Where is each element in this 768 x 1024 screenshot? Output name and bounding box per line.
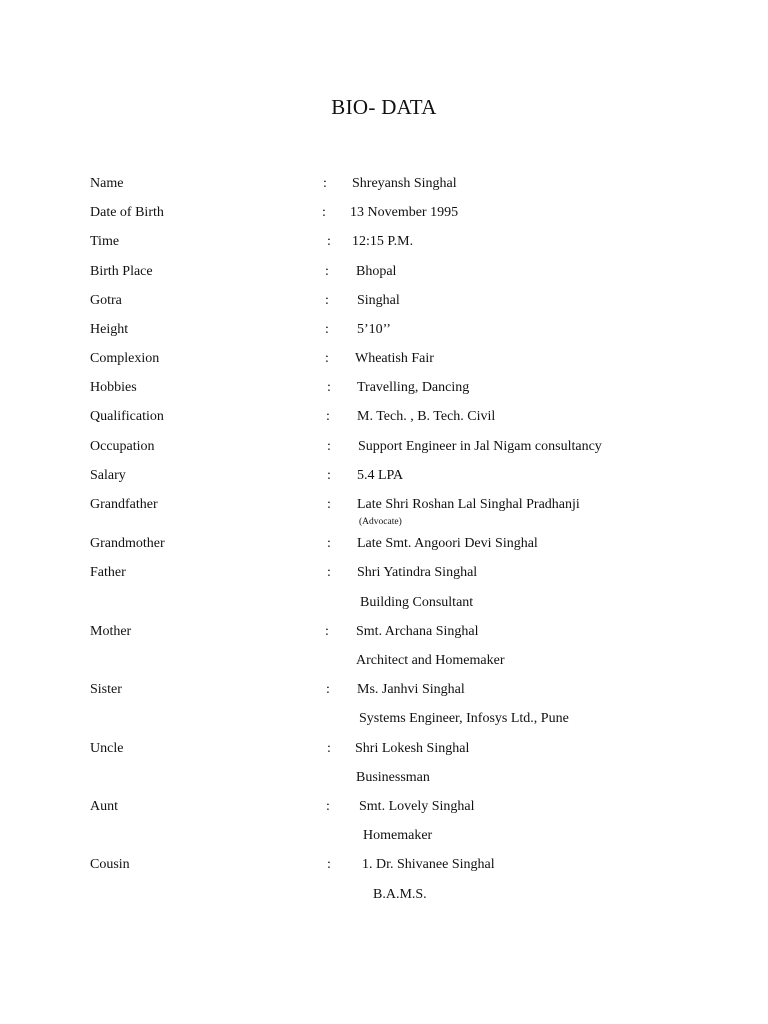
separator-complexion: :	[325, 351, 329, 366]
page-title: BIO- DATA	[331, 95, 437, 119]
detail-aunt: Homemaker	[363, 828, 433, 843]
separator-salary: :	[327, 468, 331, 483]
separator-hobbies: :	[327, 380, 331, 395]
value-salary: 5.4 LPA	[357, 468, 404, 483]
value-father: Shri Yatindra Singhal	[357, 565, 478, 580]
detail-cousin: B.A.M.S.	[373, 887, 427, 902]
value-aunt: Smt. Lovely Singhal	[359, 799, 475, 814]
separator-aunt: :	[326, 799, 330, 814]
label-height: Height	[90, 322, 129, 337]
value-sister: Ms. Janhvi Singhal	[357, 682, 465, 697]
value-cousin: 1. Dr. Shivanee Singhal	[362, 857, 495, 872]
note-grandfather: (Advocate)	[359, 517, 402, 527]
label-qualification: Qualification	[90, 409, 164, 424]
label-grandmother: Grandmother	[90, 536, 165, 551]
label-time: Time	[90, 234, 120, 249]
value-occupation: Support Engineer in Jal Nigam consultancy	[358, 439, 602, 454]
value-grandmother: Late Smt. Angoori Devi Singhal	[357, 536, 538, 551]
label-father: Father	[90, 565, 126, 580]
value-hobbies: Travelling, Dancing	[357, 380, 470, 395]
label-uncle: Uncle	[90, 741, 124, 756]
detail-sister: Systems Engineer, Infosys Ltd., Pune	[359, 711, 569, 726]
detail-uncle: Businessman	[356, 770, 430, 785]
separator-cousin: :	[327, 857, 331, 872]
label-grandfather: Grandfather	[90, 497, 158, 512]
separator-sister: :	[326, 682, 330, 697]
value-uncle: Shri Lokesh Singhal	[355, 741, 470, 756]
label-gotra: Gotra	[90, 293, 122, 308]
label-salary: Salary	[90, 468, 126, 483]
value-time: 12:15 P.M.	[352, 234, 414, 249]
separator-height: :	[325, 322, 329, 337]
value-qualification: M. Tech. , B. Tech. Civil	[357, 409, 496, 424]
label-cousin: Cousin	[90, 857, 130, 872]
separator-date-of-birth: :	[322, 205, 326, 220]
separator-father: :	[327, 565, 331, 580]
separator-uncle: :	[327, 741, 331, 756]
value-height: 5’10’’	[357, 322, 391, 337]
label-occupation: Occupation	[90, 439, 155, 454]
separator-grandfather: :	[327, 497, 331, 512]
label-name: Name	[90, 176, 124, 191]
label-mother: Mother	[90, 624, 132, 639]
value-gotra: Singhal	[357, 293, 400, 308]
label-hobbies: Hobbies	[90, 380, 137, 395]
separator-occupation: :	[327, 439, 331, 454]
separator-grandmother: :	[327, 536, 331, 551]
separator-mother: :	[325, 624, 329, 639]
separator-time: :	[327, 234, 331, 249]
label-aunt: Aunt	[90, 799, 118, 814]
detail-mother: Architect and Homemaker	[356, 653, 505, 668]
value-name: Shreyansh Singhal	[352, 176, 457, 191]
separator-name: :	[323, 176, 327, 191]
label-complexion: Complexion	[90, 351, 160, 366]
value-mother: Smt. Archana Singhal	[356, 624, 479, 639]
value-date-of-birth: 13 November 1995	[350, 205, 459, 220]
separator-birth-place: :	[325, 264, 329, 279]
label-sister: Sister	[90, 682, 122, 697]
value-complexion: Wheatish Fair	[355, 351, 434, 366]
label-date-of-birth: Date of Birth	[90, 205, 164, 220]
value-grandfather: Late Shri Roshan Lal Singhal Pradhanji	[357, 497, 580, 512]
separator-qualification: :	[326, 409, 330, 424]
value-birth-place: Bhopal	[356, 264, 397, 279]
separator-gotra: :	[325, 293, 329, 308]
detail-father: Building Consultant	[360, 595, 474, 610]
label-birth-place: Birth Place	[90, 264, 153, 279]
